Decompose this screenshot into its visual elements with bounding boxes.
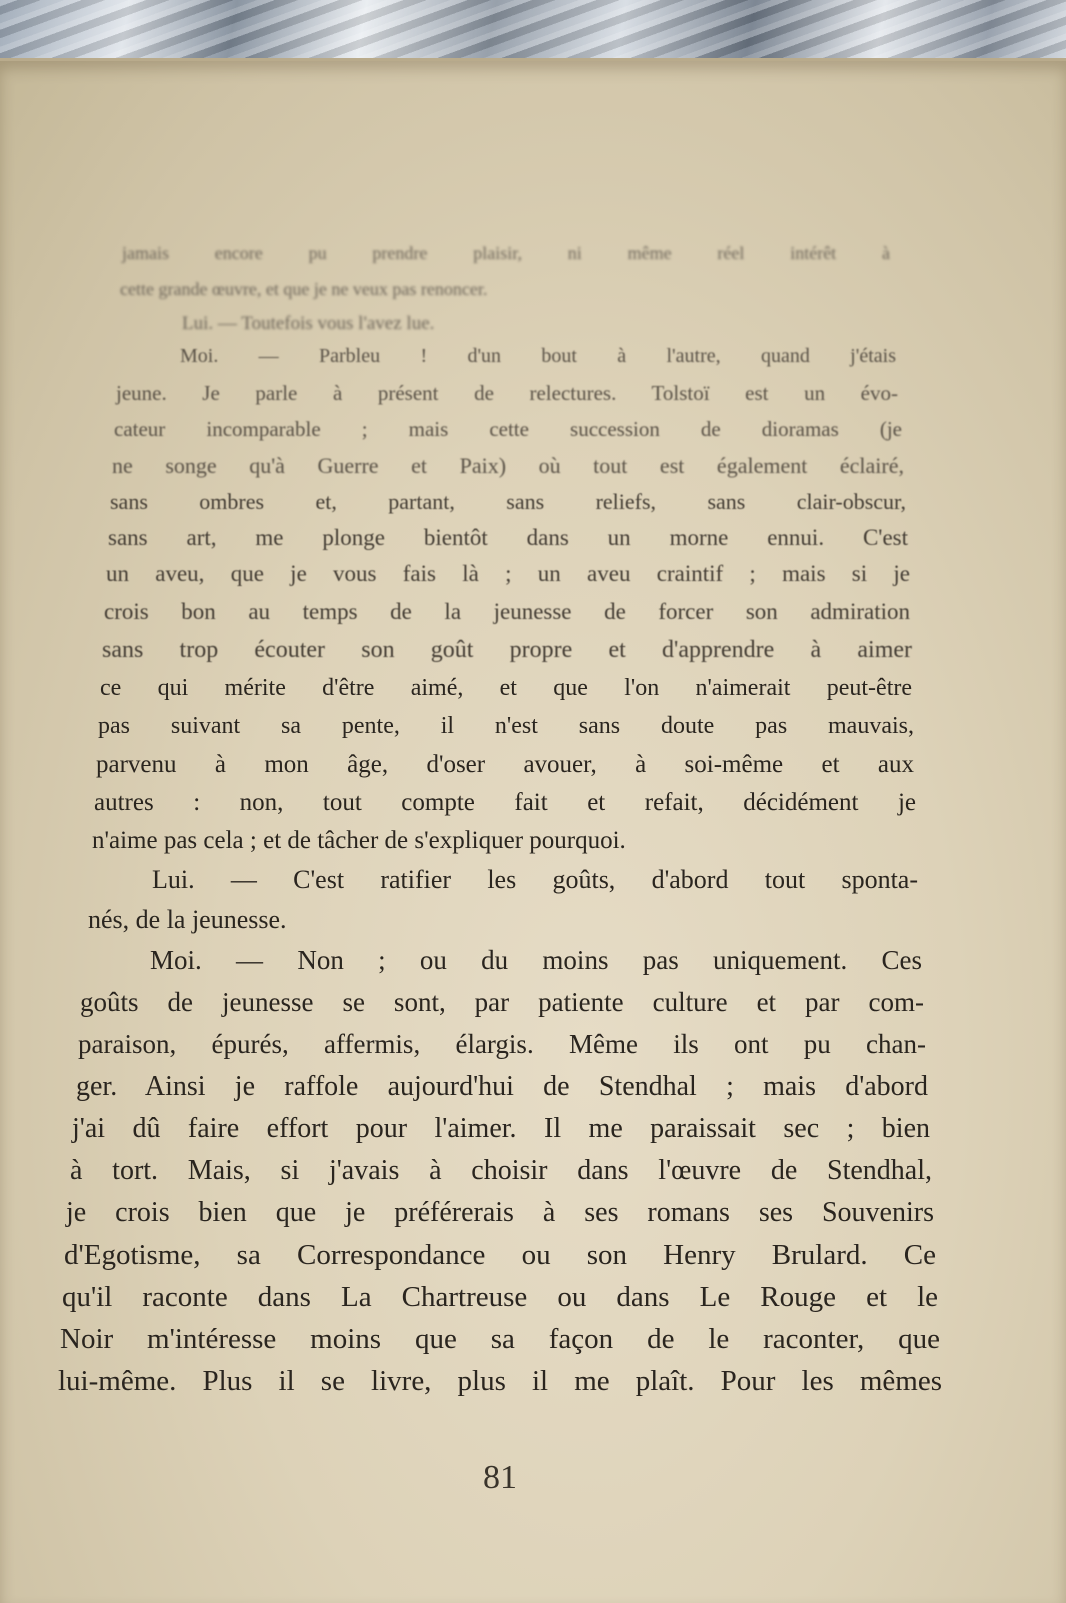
text-line: Lui. — Toutefois vous l'avez lue. [182,313,435,334]
text-line: lui-même. Plus il se livre, plus il me plaît. Pour les mêmes [58,1365,942,1397]
text-line: nés, de la jeunesse. [88,905,287,934]
text-line: Moi. — Parbleu ! d'un bout à l'autre, quand j'étais [180,345,896,367]
text-line: à tort. Mais, si j'avais à choisir dans l'œuvre de Stendhal, [70,1155,932,1186]
text-line: Noir m'intéresse moins que sa façon de le raconter, que [60,1323,940,1355]
text-line: jeune. Je parle à présent de relectures. Tolstoï est un évo- [116,381,898,405]
page-number: 81 [483,1459,517,1496]
text-line: ger. Ainsi je raffole aujourd'hui de Stendhal ; mais d'abord [76,1071,928,1102]
text-line: crois bon au temps de la jeunesse de forcer son admiration [104,599,910,624]
text-line: paraison, épurés, affermis, élargis. Même ils ont pu chan- [78,1029,926,1059]
text-line: Lui. — C'est ratifier les goûts, d'abord tout sponta- [152,865,918,894]
text-line: sans trop écouter son goût propre et d'apprendre à aimer [102,637,912,663]
text-line: n'aime pas cela ; et de tâcher de s'expliquer pourquoi. [92,827,626,854]
text-line: cateur incomparable ; mais cette succession de dioramas (je [114,417,902,441]
text-line: autres : non, tout compte fait et refait, décidément je [94,789,916,816]
text-line: ce qui mérite d'être aimé, et que l'on n'aimerait peut-être [100,675,912,701]
text-line: ne songe qu'à Guerre et Paix) où tout est également éclairé, [112,453,904,478]
text-line: goûts de jeunesse se sont, par patiente culture et par com- [80,987,924,1017]
text-line: je crois bien que je préférerais à ses romans ses Souvenirs [66,1197,934,1228]
text-line: parvenu à mon âge, d'oser avouer, à soi-même et aux [96,751,914,778]
text-line: jamais encore pu prendre plaisir, ni même réel intérêt à [122,243,890,263]
text-line: qu'il raconte dans La Chartreuse ou dans Le Rouge et le [62,1281,938,1313]
book-page [0,58,1066,1603]
text-line: sans ombres et, partant, sans reliefs, sans clair-obscur, [110,489,906,514]
text-line: un aveu, que je vous fais là ; un aveu craintif ; mais si je [106,561,910,586]
text-line: sans art, me plonge bientôt dans un morne ennui. C'est [108,525,908,550]
text-line: pas suivant sa pente, il n'est sans doute pas mauvais, [98,713,914,739]
text-line: Moi. — Non ; ou du moins pas uniquement. Ces [150,945,922,975]
text-line: cette grande œuvre, et que je ne veux pas renoncer. [120,279,488,299]
text-line: d'Egotisme, sa Correspondance ou son Henry Brulard. Ce [64,1239,936,1271]
text-line: j'ai dû faire effort pour l'aimer. Il me paraissait sec ; bien [72,1113,930,1144]
